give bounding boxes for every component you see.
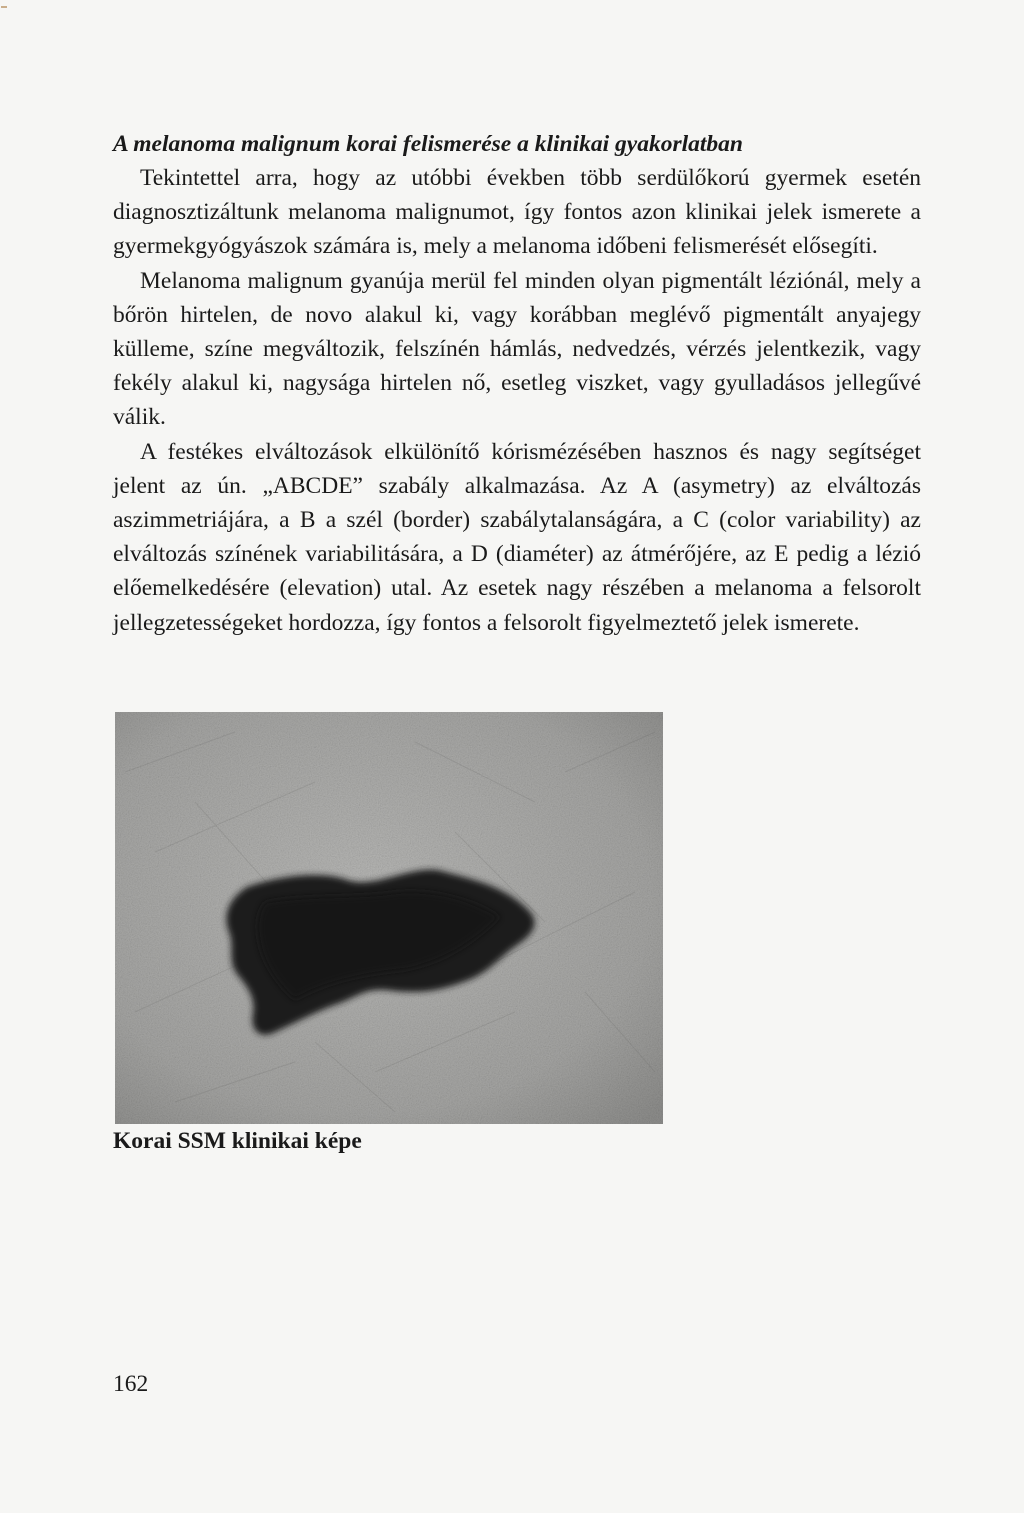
lesion-photo — [115, 712, 663, 1124]
paragraph-suspicion: Melanoma malignum gyanúja merül fel minden olyan pigmentált léziónál, mely a bőrön hirtelen, de novo alakul ki, vagy korábban meglévő pigmentált anyajegy külleme, színe megváltozik, felszínén hámlás, nedvedzés, vérzés jelentkezik, vagy fekély alakul ki, nagysága hirtelen nő, esetleg viszket, vagy gyulladásos jellegűvé válik. — [113, 267, 921, 431]
text-section — [113, 127, 921, 640]
section-heading: A melanoma malignum korai felismerése a klinikai gyakorlatban — [113, 131, 743, 157]
page-number: 162 — [113, 1371, 149, 1397]
figure-caption: Korai SSM klinikai képe — [113, 1128, 362, 1154]
paragraph-abcde: A festékes elváltozások elkülönítő kórismézésében hasznos és nagy segítséget jelent az ún. „ABCDE” szabály alkalmazása. Az A (asymetry) az elváltozás aszimmetriájára, a B a szél (border) szabálytalanságára, a C (color variability) az elváltozás színének variabilitására, a D (diaméter) az átmérőjére, az E pedig a lézió előemelkedésére (elevation) utal. Az esetek nagy részében a melanoma a felsorolt jellegzetességeket hordozza, így fontos a felsorolt figyelmeztető jelek ismerete. — [113, 438, 921, 636]
scan-corner-mark — [1, 6, 7, 8]
paragraph-intro: Tekintettel arra, hogy az utóbbi években több serdülőkorú gyermek esetén diagnosztizáltunk melanoma malignumot, így fontos azon klinikai jelek ismerete a gyermekgyógyászok számára is, mely a melanoma időbeni felismerését elősegíti. — [113, 165, 921, 260]
